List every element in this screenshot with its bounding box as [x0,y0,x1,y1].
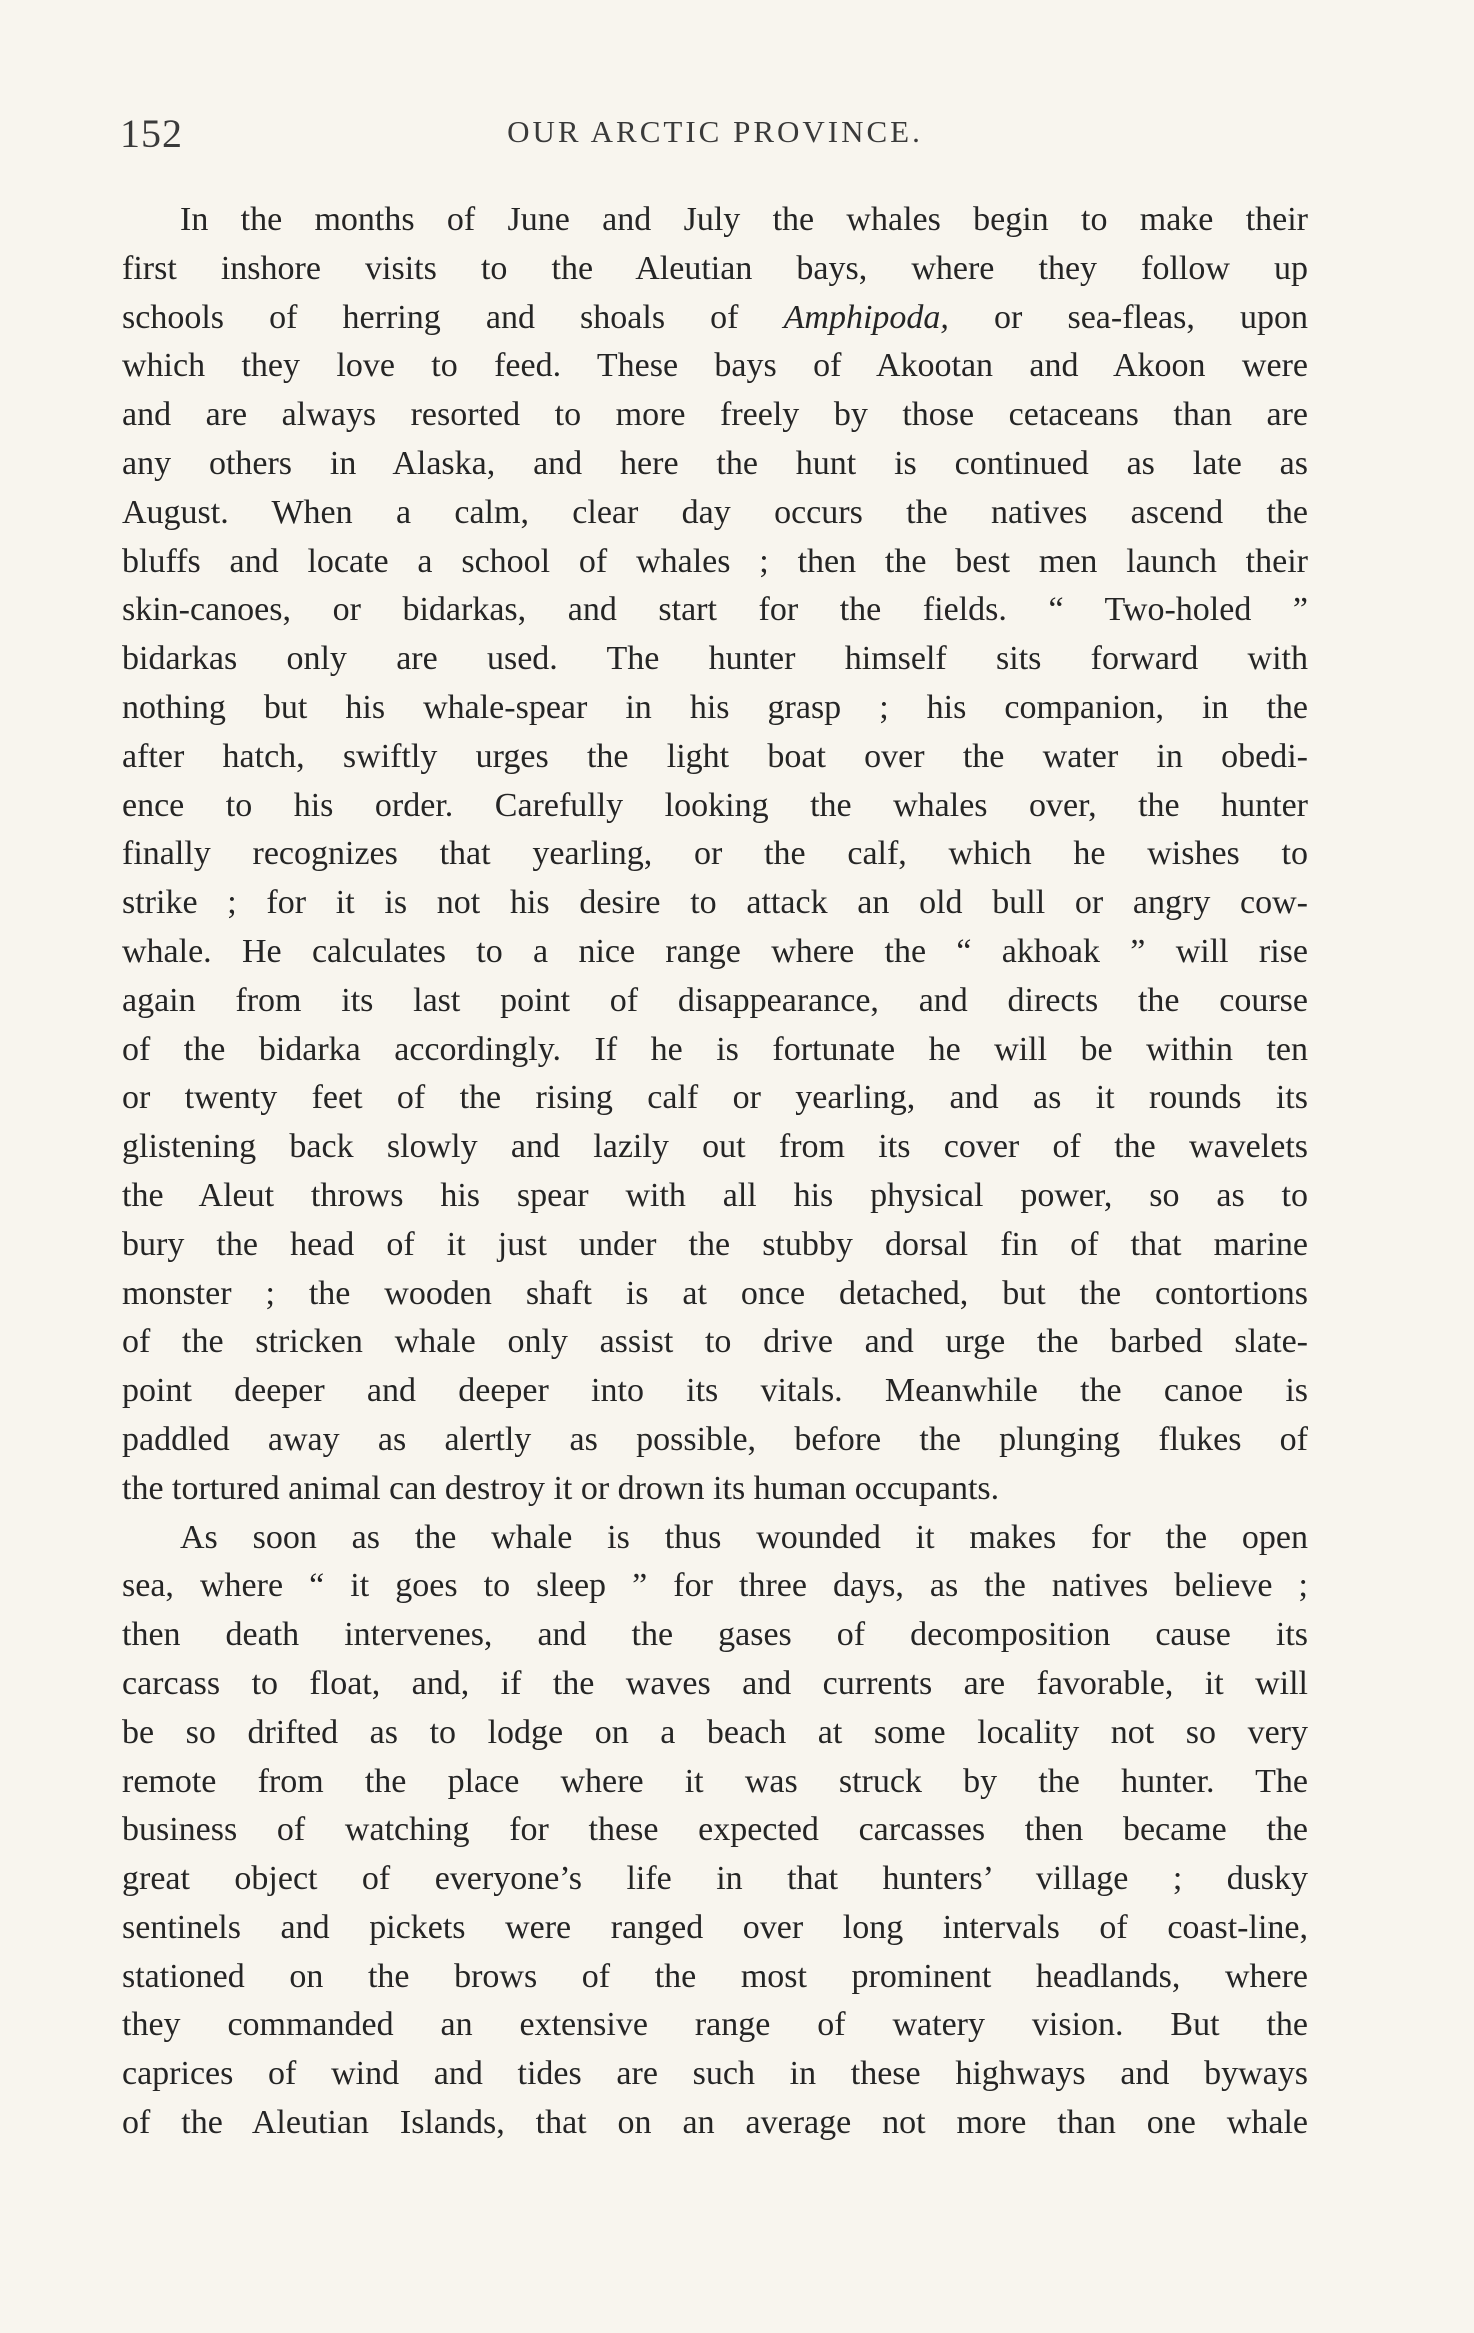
text-line: which they love to feed. These bays of Akootan and Akoon were [122,347,1308,385]
text-line: finally recognizes that yearling, or the calf, which he wishes to [122,835,1308,873]
text-line: monster ; the wooden shaft is at once detached, but the contortions [122,1274,1308,1312]
text-line: great object of everyone’s life in that hunters’ village ; dusky [122,1860,1308,1898]
text-line: paddled away as alertly as possible, before the plunging flukes of [122,1420,1308,1458]
body-text [122,196,1308,2148]
text-line: caprices of wind and tides are such in these highways and byways [122,2055,1308,2093]
text-line: again from its last point of disappearance, and directs the course [122,981,1308,1019]
text-line: of the Aleutian Islands, that on an average not more than one whale [122,2104,1308,2142]
text-line: first inshore visits to the Aleutian bays, where they follow up [122,249,1308,287]
running-title: OUR ARCTIC PROVINCE. [507,114,923,149]
text-line: August. When a calm, clear day occurs the natives ascend the [122,493,1308,531]
text-line: nothing but his whale-spear in his grasp ; his companion, in the [122,688,1308,726]
text-line: As soon as the whale is thus wounded it makes for the open [180,1518,1308,1556]
text-line: strike ; for it is not his desire to attack an old bull or angry cow- [122,884,1308,922]
text-line: after hatch, swiftly urges the light boat over the water in obedi- [122,737,1308,775]
text-line-suffix: or sea-fleas, upon [948,298,1308,336]
text-line: the Aleut throws his spear with all his physical power, so as to [122,1176,1308,1214]
text-line: of the bidarka accordingly. If he is fortunate he will be within ten [122,1030,1308,1068]
page-number: 152 [120,111,183,156]
text-line: remote from the place where it was struck by the hunter. The [122,1762,1308,1800]
text-line: ence to his order. Carefully looking the whales over, the hunter [122,786,1308,824]
text-line: the tortured animal can destroy it or drown its human occupants. [122,1469,1000,1507]
text-line: they commanded an extensive range of watery vision. But the [122,2006,1308,2044]
text-line: business of watching for these expected carcasses then became the [122,1811,1308,1849]
text-line: of the stricken whale only assist to drive and urge the barbed slate- [122,1323,1308,1361]
text-line: and are always resorted to more freely by those cetaceans than are [122,396,1308,434]
italic-term: Amphipoda, [783,298,949,336]
text-line: or twenty feet of the rising calf or yearling, and as it rounds its [122,1079,1308,1117]
text-line: stationed on the brows of the most prominent headlands, where [122,1957,1308,1995]
text-line-prefix: schools of herring and shoals of [122,298,784,336]
text-line: then death intervenes, and the gases of decomposition cause its [122,1616,1308,1654]
text-line: whale. He calculates to a nice range where the “ akhoak ” will rise [122,932,1308,970]
text-line: sea, where “ it goes to sleep ” for three days, as the natives believe ; [122,1567,1308,1605]
text-line: glistening back slowly and lazily out from its cover of the wavelets [122,1128,1308,1166]
text-line: bury the head of it just under the stubby dorsal fin of that marine [122,1225,1308,1263]
text-line: sentinels and pickets were ranged over long intervals of coast-line, [122,1908,1308,1946]
text-line: carcass to float, and, if the waves and currents are favorable, it will [122,1664,1308,1702]
text-line: bidarkas only are used. The hunter himself sits forward with [122,640,1308,678]
running-head [120,110,1310,160]
text-line: be so drifted as to lodge on a beach at some locality not so very [122,1713,1308,1751]
text-line: bluffs and locate a school of whales ; then the best men launch their [122,542,1308,580]
text-line: any others in Alaska, and here the hunt is continued as late as [122,444,1308,482]
text-line: In the months of June and July the whales begin to make their [180,201,1308,238]
paragraph-2 [122,1514,1308,2148]
text-line: point deeper and deeper into its vitals. Meanwhile the canoe is [122,1372,1308,1410]
text-line: skin-canoes, or bidarkas, and start for the fields. “ Two-holed ” [122,591,1308,629]
paragraph-1 [122,196,1308,1514]
text-line-with-italic [122,294,1308,343]
